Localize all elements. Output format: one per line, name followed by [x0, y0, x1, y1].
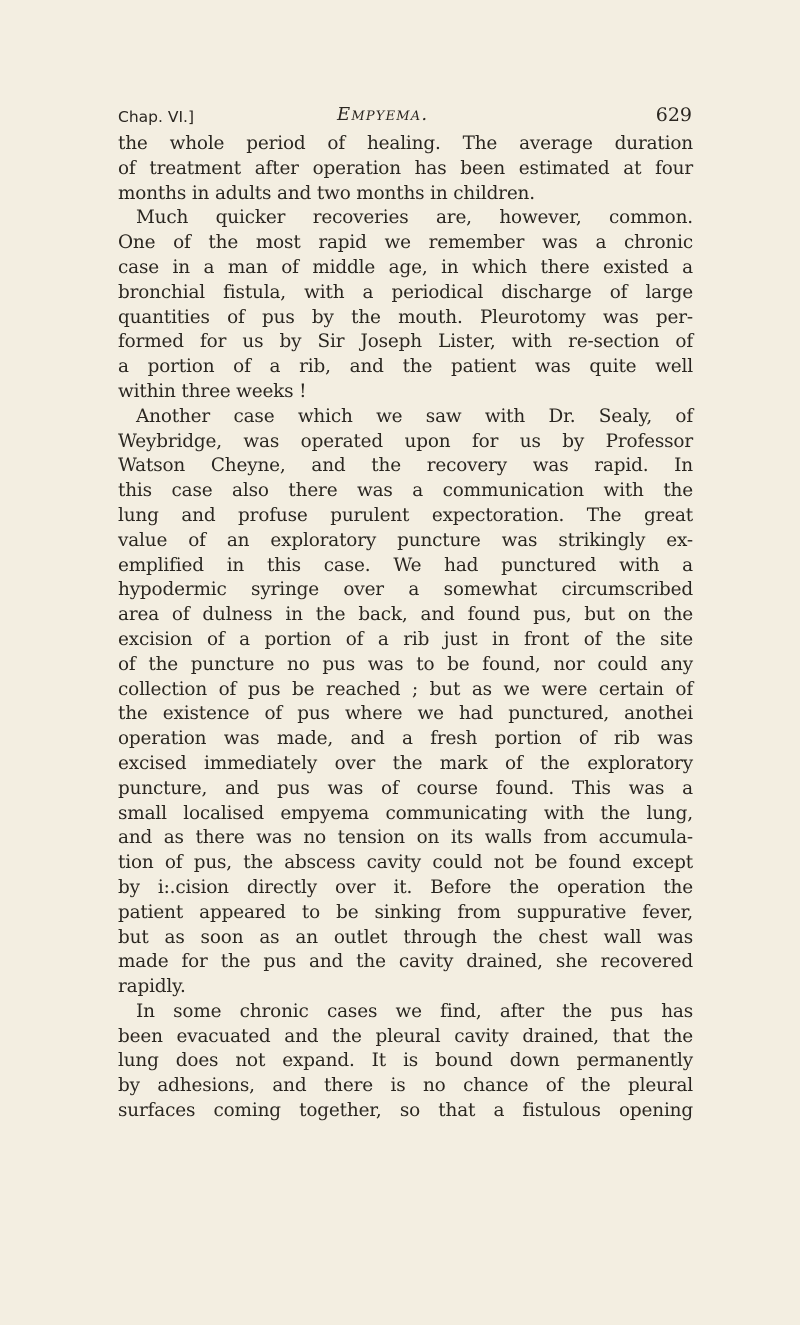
text-line: operation was made, and a fresh portion of rib was: [118, 728, 693, 750]
text-line: excision of a portion of a rib just in front of the site: [118, 628, 693, 650]
text-line: emplified in this case. We had punctured with a: [118, 554, 693, 576]
text-line: hypodermic syringe over a somewhat circumscribed: [118, 579, 693, 601]
text-line: the existence of pus where we had punctured, anothei: [118, 703, 693, 725]
text-line: been evacuated and the pleural cavity drained, that the: [118, 1025, 693, 1047]
page-number: 629: [655, 104, 692, 126]
text-line: lung and profuse purulent expectoration. The great: [118, 504, 693, 526]
text-line: patient appeared to be sinking from suppurative fever,: [118, 901, 693, 923]
running-header: [118, 86, 693, 132]
text-line: by i:.cision directly over it. Before the operation the: [118, 876, 693, 898]
book-page: [118, 86, 693, 1124]
running-title: Empyema.: [337, 104, 429, 125]
text-line: Weybridge, was operated upon for us by Professor: [118, 430, 693, 452]
text-line: this case also there was a communication with the: [118, 480, 693, 502]
text-line: bronchial fistula, with a periodical discharge of large: [118, 281, 693, 303]
text-line: the whole period of healing. The average duration: [118, 133, 693, 154]
text-line: but as soon as an outlet through the chest wall was: [118, 926, 693, 948]
body-text: [118, 132, 693, 1124]
text-line: lung does not expand. It is bound down permanently: [118, 1050, 693, 1072]
text-line: One of the most rapid we remember was a chronic: [118, 232, 693, 254]
text-line: within three weeks !: [118, 380, 307, 402]
text-line: a portion of a rib, and the patient was quite well: [118, 356, 693, 378]
text-line: small localised empyema communicating with the lung,: [118, 802, 693, 824]
text-line: by adhesions, and there is no chance of the pleural: [118, 1075, 693, 1097]
text-line: tion of pus, the abscess cavity could not be found except: [118, 852, 693, 874]
text-line: excised immediately over the mark of the exploratory: [118, 752, 693, 774]
text-line: Much quicker recoveries are, however, common.: [136, 207, 693, 229]
text-line: case in a man of middle age, in which there existed a: [118, 256, 693, 278]
text-line: of the puncture no pus was to be found, nor could any: [118, 653, 693, 675]
text-line: and as there was no tension on its walls from accumula-: [118, 827, 693, 849]
text-line: Watson Cheyne, and the recovery was rapid. In: [118, 455, 693, 477]
text-line: of treatment after operation has been estimated at four: [118, 157, 693, 179]
text-line: surfaces coming together, so that a fistulous opening: [118, 1100, 693, 1122]
text-line: collection of pus be reached ; but as we were certain of: [118, 678, 693, 700]
text-line: area of dulness in the back, and found pus, but on the: [118, 604, 693, 626]
text-line: months in adults and two months in children.: [118, 182, 535, 204]
text-line: rapidly.: [118, 976, 186, 998]
text-line: made for the pus and the cavity drained, she recovered: [118, 951, 693, 973]
text-line: value of an exploratory puncture was strikingly ex-: [118, 529, 693, 551]
text-line: puncture, and pus was of course found. This was a: [118, 777, 693, 799]
text-line: formed for us by Sir Joseph Lister, with re-section of: [118, 331, 693, 353]
text-line: quantities of pus by the mouth. Pleurotomy was per-: [118, 306, 693, 328]
chapter-label: Chap. VI.]: [118, 108, 194, 126]
text-line: Another case which we saw with Dr. Sealy, of: [136, 405, 693, 427]
text-line: In some chronic cases we find, after the pus has: [136, 1000, 693, 1022]
